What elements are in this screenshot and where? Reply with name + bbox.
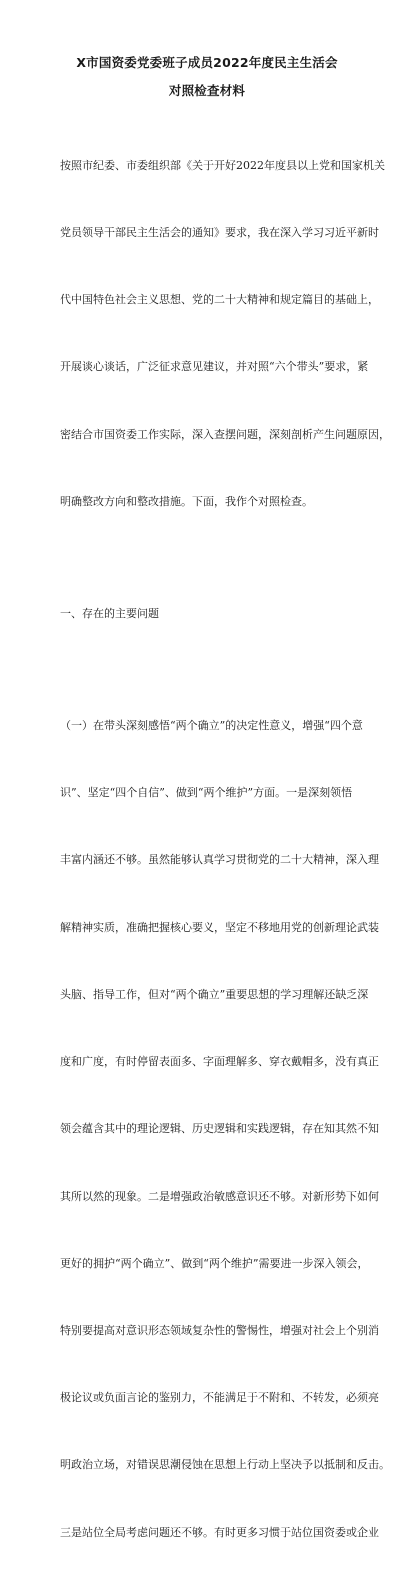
intro-line: 开展谈心谈话，广泛征求意见建议，并对照“六个带头”要求，紧 bbox=[60, 360, 369, 374]
body-line: 丰富内涵还不够。虽然能够认真学习贯彻党的二十大精神，深入理 bbox=[60, 853, 379, 867]
intro-line: 代中国特色社会主义思想、党的二十大精神和规定篇目的基础上， bbox=[60, 293, 379, 307]
document-title-line1: X市国资委党委班子成员2022年度民主生活会 bbox=[76, 55, 338, 70]
section-heading-text: 一、存在的主要问题 bbox=[60, 606, 159, 620]
body-line: 识”、坚定“四个自信”、做到“两个维护”方面。一是深刻领悟 bbox=[60, 786, 353, 800]
section-heading bbox=[60, 558, 354, 670]
intro-paragraph bbox=[60, 110, 390, 558]
intro-line: 明确整改方向和整改措施。下面，我作个对照检查。 bbox=[60, 494, 313, 508]
body-line: 头脑、指导工作，但对“两个确立”重要思想的学习理解还缺乏深 bbox=[60, 987, 369, 1001]
document-title-line2: 对照检查材料 bbox=[168, 83, 246, 98]
body-line: （一）在带头深刻感悟“两个确立”的决定性意义，增强“四个意 bbox=[60, 718, 363, 732]
intro-line: 党员领导干部民主生活会的通知》要求，我在深入学习习近平新时 bbox=[60, 226, 379, 240]
body-line: 其所以然的现象。二是增强政治敏感意识还不够。对新形势下如何 bbox=[60, 1189, 379, 1203]
body-line: 三是站位全局考虑问题还不够。有时更多习惯于站位国资委或企业 bbox=[60, 1525, 379, 1539]
intro-line: 密结合市国资委工作实际，深入查摆问题，深刻剖析产生问题原因， bbox=[60, 427, 390, 441]
body-line: 明政治立场，对错误思潮侵蚀在思想上行动上坚决予以抵制和反击。 bbox=[60, 1458, 390, 1472]
body-line: 度和广度，有时停留表面多、字面理解多、穿衣戴帽多，没有真正 bbox=[60, 1055, 379, 1069]
intro-line: 按照市纪委、市委组织部《关于开好2022年度县以上党和国家机关 bbox=[60, 158, 385, 172]
body-line: 更好的拥护“两个确立”、做到“两个维护”需要进一步深入领会， bbox=[60, 1256, 369, 1270]
body-line: 特别要提高对意识形态领域复杂性的警惕性，增强对社会上个别消 bbox=[60, 1323, 379, 1337]
body-line: 解精神实质，准确把握核心要义，坚定不移地用党的创新理论武装 bbox=[60, 920, 379, 934]
body-line: 极论议或负面言论的鉴别力，不能满足于不附和、不转发，必须亮 bbox=[60, 1391, 379, 1405]
body-paragraph bbox=[60, 670, 390, 1589]
body-line: 领会蕴含其中的理论逻辑、历史逻辑和实践逻辑，存在知其然不知 bbox=[60, 1122, 379, 1136]
